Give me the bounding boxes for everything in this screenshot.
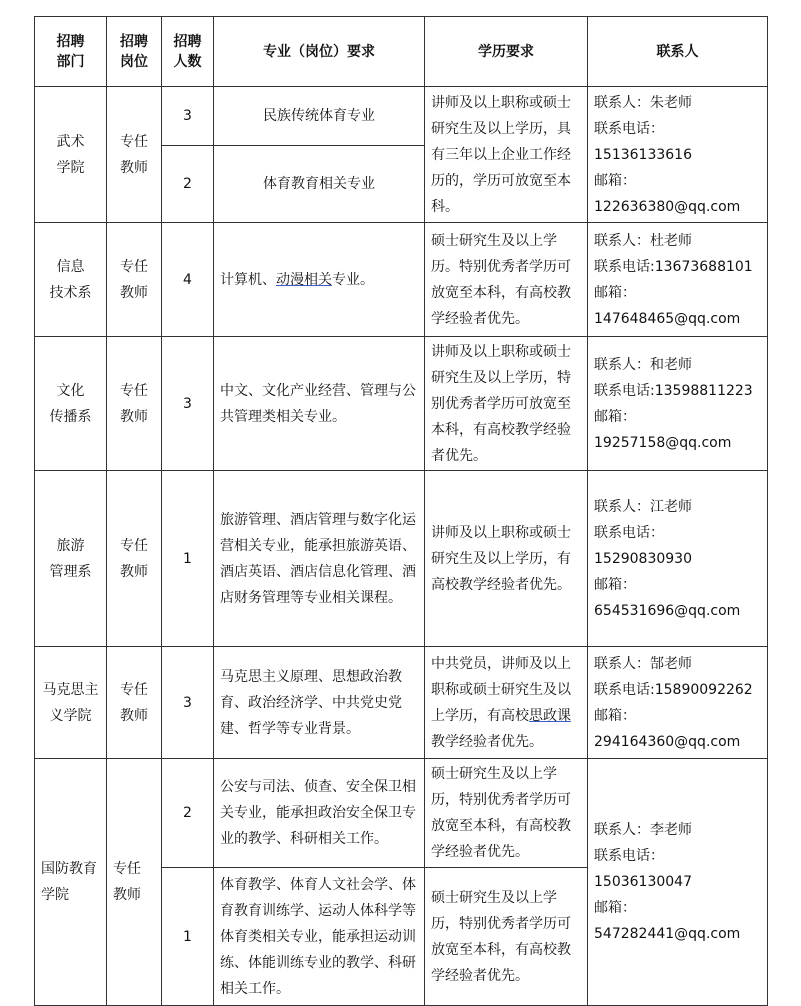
count-cell: 2 xyxy=(162,146,214,223)
contact-mail-label: 邮箱： xyxy=(594,576,636,593)
contact-mail-label: 邮箱： xyxy=(594,172,636,189)
major-cell: 体育教育相关专业 xyxy=(214,146,425,223)
edu-text: 中共党员，讲师及以上职称或硕士研究生及以上学历，有高校 xyxy=(431,655,571,724)
edu-text: 讲师及以上职称或硕士研究生及以上学历，具有三年以上企业工作经历的，学历可放宽至本科。 xyxy=(431,94,571,215)
major-cell: 体育教学、体育人文社会学、体育教育训练学、运动人体科学等体育类相关专业，能承担运动训练、体能训练专业的教学、科研相关工作。 xyxy=(214,868,425,1006)
dept-cell: 国防教育 学院 xyxy=(35,759,107,1006)
contact-cell xyxy=(588,647,768,759)
contact-phone: 联系电话：15036130047 xyxy=(594,848,692,890)
header-count: 招聘 人数 xyxy=(162,17,214,87)
edu-cell xyxy=(425,647,588,759)
post-cell: 专任 教师 xyxy=(107,759,162,1006)
major-text: 计算机、 xyxy=(220,271,276,288)
major-cell xyxy=(214,223,425,337)
contact-mail: 294164360@qq.com xyxy=(594,733,741,750)
contact-phone: 联系电话：15136133616 xyxy=(594,120,692,163)
post-cell: 专任 教师 xyxy=(107,223,162,337)
major-cell: 马克思主义原理、思想政治教育、政治经济学、中共党史党建、哲学等专业背景。 xyxy=(214,647,425,759)
table-row xyxy=(35,647,768,759)
contact-mail: 654531696@qq.com xyxy=(594,602,741,619)
count-cell: 4 xyxy=(162,223,214,337)
dept-cell: 武术 学院 xyxy=(35,87,107,223)
major-cell: 公安与司法、侦查、安全保卫相关专业，能承担政治安全保卫专业的教学、科研相关工作。 xyxy=(214,759,425,868)
count-cell: 3 xyxy=(162,647,214,759)
contact-mail-label: 邮箱： xyxy=(594,707,636,724)
contact-cell xyxy=(588,337,768,471)
header-dept: 招聘 部门 xyxy=(35,17,107,87)
header-contact: 联系人 xyxy=(588,17,768,87)
contact-cell xyxy=(588,471,768,647)
table-row xyxy=(35,759,768,868)
contact-mail-label: 邮箱： xyxy=(594,408,636,425)
major-cell: 民族传统体育专业 xyxy=(214,87,425,146)
edu-cell: 硕士研究生及以上学历，特别优秀者学历可放宽至本科，有高校教学经验者优先。 xyxy=(425,868,588,1006)
contact-name: 联系人：郜老师 xyxy=(594,655,692,672)
header-post: 招聘 岗位 xyxy=(107,17,162,87)
edu-cell xyxy=(425,87,588,223)
contact-name: 联系人：和老师 xyxy=(594,356,692,373)
contact-mail: 147648465@qq.com xyxy=(594,310,741,327)
header-row xyxy=(35,17,768,87)
edu-cell: 讲师及以上职称或硕士研究生及以上学历，有高校教学经验者优先。 xyxy=(425,471,588,647)
dept-cell: 旅游 管理系 xyxy=(35,471,107,647)
contact-phone: 联系电话：15290830930 xyxy=(594,524,692,567)
recruitment-table xyxy=(34,16,768,1006)
edu-cell: 硕士研究生及以上学历。特别优秀者学历可放宽至本科，有高校教学经验者优先。 xyxy=(425,223,588,337)
contact-phone: 联系电话:13673688101 xyxy=(594,258,753,275)
post-cell: 专任 教师 xyxy=(107,87,162,223)
dept-cell: 文化 传播系 xyxy=(35,337,107,471)
dept-cell: 信息 技术系 xyxy=(35,223,107,337)
contact-name: 联系人：朱老师 xyxy=(594,94,692,111)
major-underlined-text: 动漫相关 xyxy=(276,271,332,288)
major-text: 专业。 xyxy=(332,271,374,288)
table-row xyxy=(35,337,768,471)
contact-cell xyxy=(588,759,768,1006)
major-cell: 中文、文化产业经营、管理与公共管理类相关专业。 xyxy=(214,337,425,471)
contact-mail: 19257158@qq.com xyxy=(594,434,732,451)
header-edu: 学历要求 xyxy=(425,17,588,87)
contact-cell xyxy=(588,87,768,223)
post-cell: 专任 教师 xyxy=(107,471,162,647)
contact-phone: 联系电话:13598811223 xyxy=(594,382,753,399)
count-cell: 3 xyxy=(162,87,214,146)
table-row xyxy=(35,87,768,146)
post-cell: 专任 教师 xyxy=(107,647,162,759)
count-cell: 2 xyxy=(162,759,214,868)
table-row xyxy=(35,223,768,337)
edu-cell: 硕士研究生及以上学历，特别优秀者学历可放宽至本科，有高校教学经验者优先。 xyxy=(425,759,588,868)
dept-cell: 马克思主 义学院 xyxy=(35,647,107,759)
edu-text: 教学经验者优先。 xyxy=(431,733,543,750)
contact-mail-label: 邮箱： xyxy=(594,900,636,916)
contact-mail: 547282441@qq.com xyxy=(594,926,741,942)
edu-underlined-text: 思政课 xyxy=(529,707,571,724)
count-cell: 1 xyxy=(162,471,214,647)
contact-mail: 122636380@qq.com xyxy=(594,198,741,215)
contact-name: 联系人：李老师 xyxy=(594,822,692,838)
edu-cell: 讲师及以上职称或硕士研究生及以上学历，特别优秀者学历可放宽至本科，有高校教学经验者优先。 xyxy=(425,337,588,471)
contact-cell xyxy=(588,223,768,337)
contact-mail-label: 邮箱： xyxy=(594,284,636,301)
count-cell: 3 xyxy=(162,337,214,471)
major-cell: 旅游管理、酒店管理与数字化运营相关专业，能承担旅游英语、酒店英语、酒店信息化管理、酒店财务管理等专业相关课程。 xyxy=(214,471,425,647)
count-cell: 1 xyxy=(162,868,214,1006)
header-major: 专业（岗位）要求 xyxy=(214,17,425,87)
contact-name: 联系人：江老师 xyxy=(594,498,692,515)
table-row xyxy=(35,471,768,647)
contact-phone: 联系电话:15890092262 xyxy=(594,681,753,698)
post-cell: 专任 教师 xyxy=(107,337,162,471)
contact-name: 联系人：杜老师 xyxy=(594,232,692,249)
